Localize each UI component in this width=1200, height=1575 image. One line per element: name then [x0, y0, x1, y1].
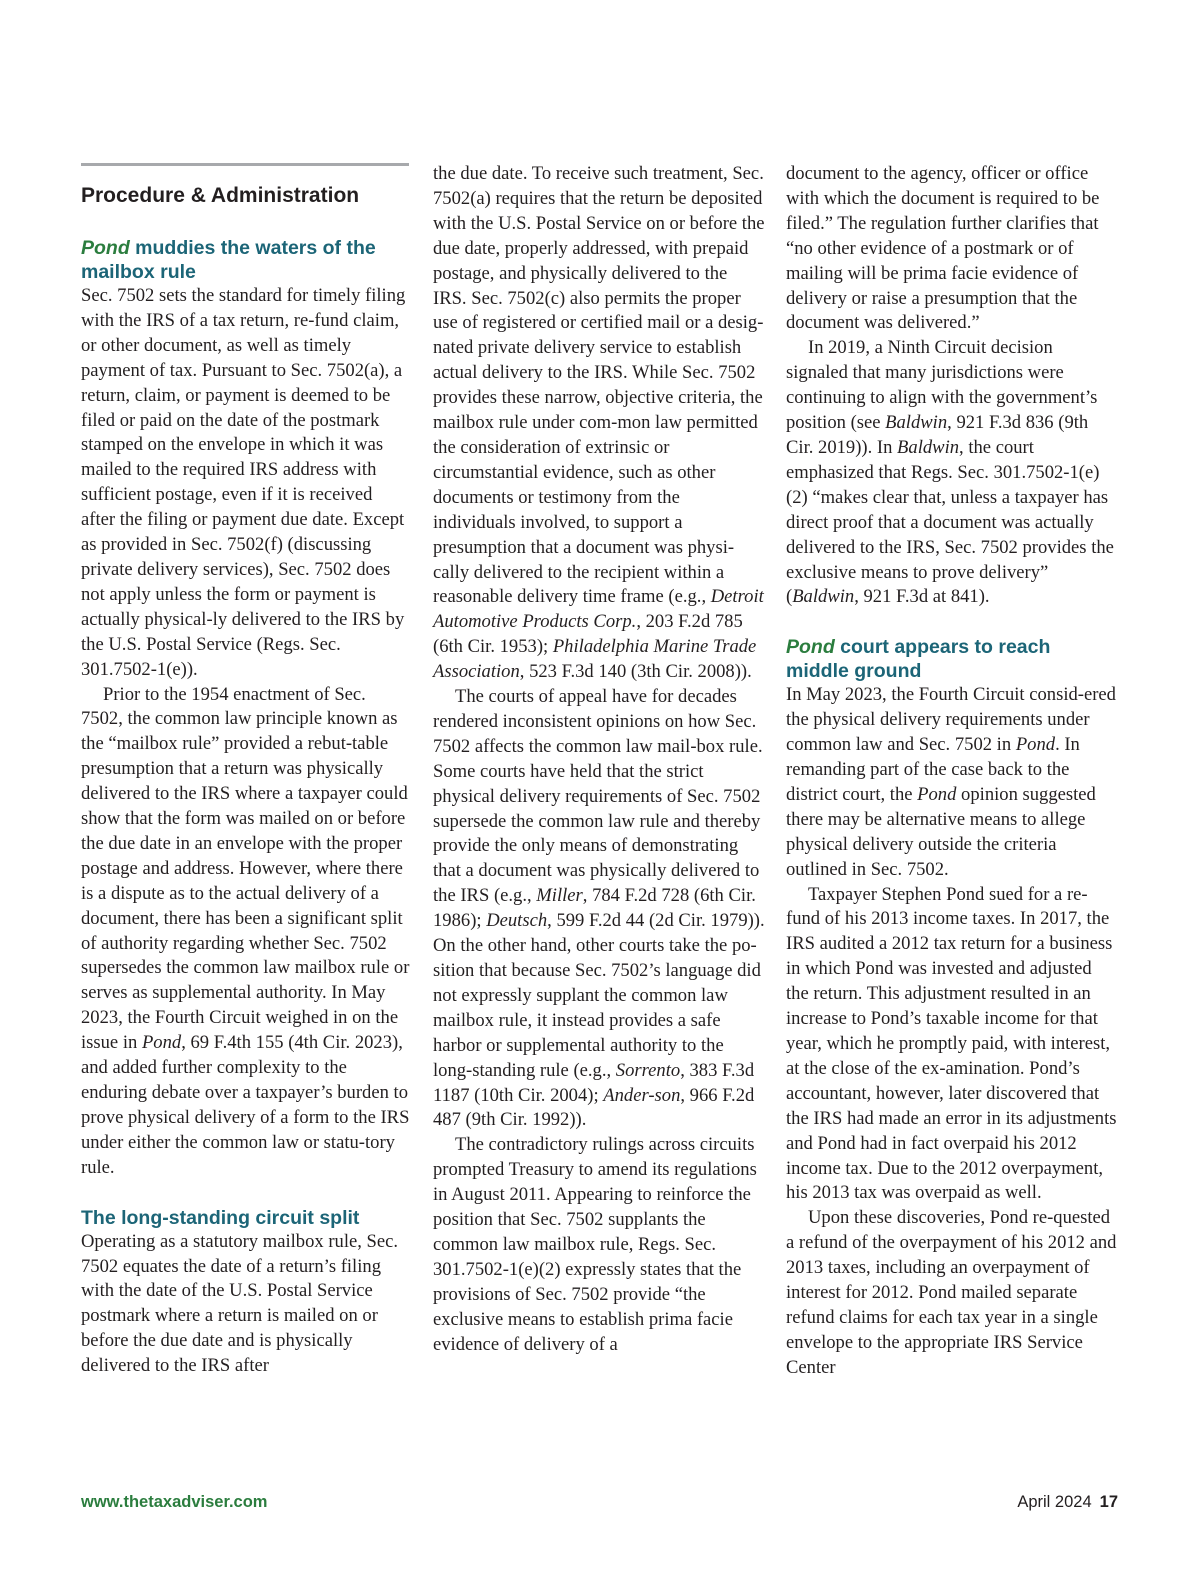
- paragraph: In May 2023, the Fourth Circuit consid-ered the physical delivery requirements under common law and Sec. 7502 in Pond. In remanding part of the case back to the district court, the Pond opinion suggested there may be alternative means to allege physical delivery outside the criteria outlined in Sec. 7502.: [786, 684, 1116, 880]
- case-name: Pond: [917, 783, 957, 805]
- article-title: [81, 236, 411, 284]
- paragraph: Sec. 7502 sets the standard for timely filing with the IRS of a tax return, re-fund claim, or other document, as well as timely payment of tax. Pursuant to Sec. 7502(a), a return, claim, or payment is deemed to be filed or paid on the date of the postmark stamped on the envelope in which it was mailed to the required IRS address with sufficient postage, even if it is received after the filing or payment due date. Except as provided in Sec. 7502(f) (discussing private delivery services), Sec. 7502 does not apply unless the form or payment is actually physical-ly delivered to the IRS by the U.S. Postal Service (Regs. Sec. 301.7502-1(e)).: [81, 285, 406, 680]
- case-name: Ander-son: [603, 1084, 681, 1106]
- paragraph: document to the agency, officer or office with which the document is required to be filed.” The regulation further clarifies that “no other evidence of a postmark or of mailing will be prima facie evidence of delivery or raise a presumption that the document was delivered.”: [786, 163, 1100, 334]
- paragraph: The courts of appeal have for decades rendered inconsistent opinions on how Sec. 7502 affects the common law mail-box rule. Some courts have held that the strict physical delivery requirements of Sec. 7502 supersede the common law rule and thereby provide the only means of demonstrating that a document was physically delivered to the IRS (e.g., Miller, 784 F.2d 728 (6th Cir. 1986); Deutsch, 599 F.2d 44 (2d Cir. 1979)). On the other hand, other courts take the po-sition that because Sec. 7502’s language did not expressly supplant the common law mailbox rule, it instead provides a safe harbor or supplemental authority to the long-standing rule (e.g., Sorrento, 383 F.3d 1187 (10th Cir. 2004); Ander-son, 966 F.2d 487 (9th Cir. 1992)).: [433, 686, 765, 1131]
- page-number: 17: [1099, 1493, 1118, 1511]
- case-name: Philadelphia Marine Trade Association: [433, 636, 757, 683]
- paragraph: In 2019, a Ninth Circuit decision signaled that many jurisdictions were continuing to align with the government’s position (see Baldwin, 921 F.3d 836 (9th Cir. 2019)). In Baldwin, the court emphasized that Regs. Sec. 301.7502-1(e)(2) “makes clear that, unless a taxpayer has direct proof that a document was actually delivered to the IRS, Sec. 7502 provides the exclusive means to prove delivery” (Baldwin, 921 F.3d at 841).: [786, 337, 1114, 608]
- subheading-middle-ground: Pond court appears to reach middle ground: [786, 636, 1051, 683]
- footer-issue-date: April 2024: [1017, 1493, 1092, 1511]
- column-3: [786, 162, 1118, 1381]
- case-name: Baldwin: [792, 586, 855, 608]
- case-name: Baldwin: [885, 412, 948, 434]
- article-title-case: Pond: [81, 237, 130, 259]
- paragraph: Taxpayer Stephen Pond sued for a re-fund of his 2013 income taxes. In 2017, the IRS audited a 2012 tax return for a business in which Pond was invested and adjusted the return. This adjustment resulted in an increase to Pond’s taxable income for that year, which he promptly paid, with interest, at the close of the ex-amination. Pond’s accountant, however, later discovered that the IRS had made an error in its adjustments and Pond had in fact overpaid his 2012 income tax. Due to the 2012 overpayment, his 2013 tax was overpaid as well.: [786, 883, 1117, 1204]
- paragraph: the due date. To receive such treatment, Sec. 7502(a) requires that the return be deposited with the U.S. Postal Service on or before the due date, properly addressed, with prepaid postage, and physically delivered to the IRS. Sec. 7502(c) also permits the proper use of registered or certified mail or a desig-nated private delivery service to establish actual delivery to the IRS. While Sec. 7502 provides these narrow, objective criteria, the mailbox rule under com-mon law permitted the consideration of extrinsic or circumstantial evidence, such as other documents or testimony from the individuals involved, to support a presumption that a document was physi-cally delivered to the recipient within a reasonable delivery time frame (e.g., Detroit Automotive Products Corp., 203 F.2d 785 (6th Cir. 1953); Philadelphia Marine Trade Association, 523 F.3d 140 (3th Cir. 2008)).: [433, 163, 765, 683]
- case-name: Sorrento: [615, 1059, 681, 1081]
- case-name: Detroit Automotive Products Corp.: [433, 586, 764, 633]
- column-2: [433, 162, 765, 1358]
- paragraph: Operating as a statutory mailbox rule, Sec. 7502 equates the date of a return’s filing with the date of the U.S. Postal Service postmark where a return is mailed on or before the due date and is physically delivered to the IRS after: [81, 1230, 399, 1377]
- case-name: Pond: [141, 1032, 182, 1054]
- footer-website-link[interactable]: www.thetaxadviser.com: [81, 1493, 268, 1511]
- paragraph: The contradictory rulings across circuits prompted Treasury to amend its regulations in August 2011. Appearing to reinforce the position that Sec. 7502 supplants the common law mailbox rule, Regs. Sec. 301.7502-1(e)(2) expressly states that the provisions of Sec. 7502 provide “the exclusive means to establish prima facie evidence of delivery of a: [433, 1134, 757, 1355]
- paragraph: Upon these discoveries, Pond re-quested a refund of the overpayment of his 2012 and 2013 taxes, including an overpayment of interest for 2012. Pond mailed separate refund claims for each tax year in a single envelope to the appropriate IRS Service Center: [786, 1207, 1117, 1378]
- footer-issue: [1017, 1493, 1118, 1512]
- paragraph: Prior to the 1954 enactment of Sec. 7502, the common law principle known as the “mailbox rule” provided a rebut-table presumption that a return was physically delivered to the IRS where a taxpayer could show that the form was mailed on or before the due date in an envelope with the proper postage and address. However, where there is a dispute as to the actual delivery of a document, there has been a significant split of authority regarding whether Sec. 7502 supersedes the common law mailbox rule or serves as supplemental authority. In May 2023, the Fourth Circuit weighed in on the issue in Pond, 69 F.4th 155 (4th Cir. 2023), and added further complexity to the enduring debate over a taxpayer’s burden to prove physical delivery of a form to the IRS under either the common law or statu-tory rule.: [81, 683, 410, 1178]
- subheading-circuit-split: The long-standing circuit split: [81, 1206, 360, 1229]
- section-title: Procedure & Administration: [81, 184, 360, 207]
- article-title-rest: muddies the waters of the mailbox rule: [81, 237, 376, 283]
- case-name: Baldwin: [897, 436, 960, 458]
- case-name: Pond: [1015, 734, 1056, 756]
- column-1: [81, 182, 411, 1379]
- case-name: Miller: [536, 885, 583, 907]
- section-rule: [81, 163, 409, 166]
- case-name: Deutsch: [486, 910, 548, 932]
